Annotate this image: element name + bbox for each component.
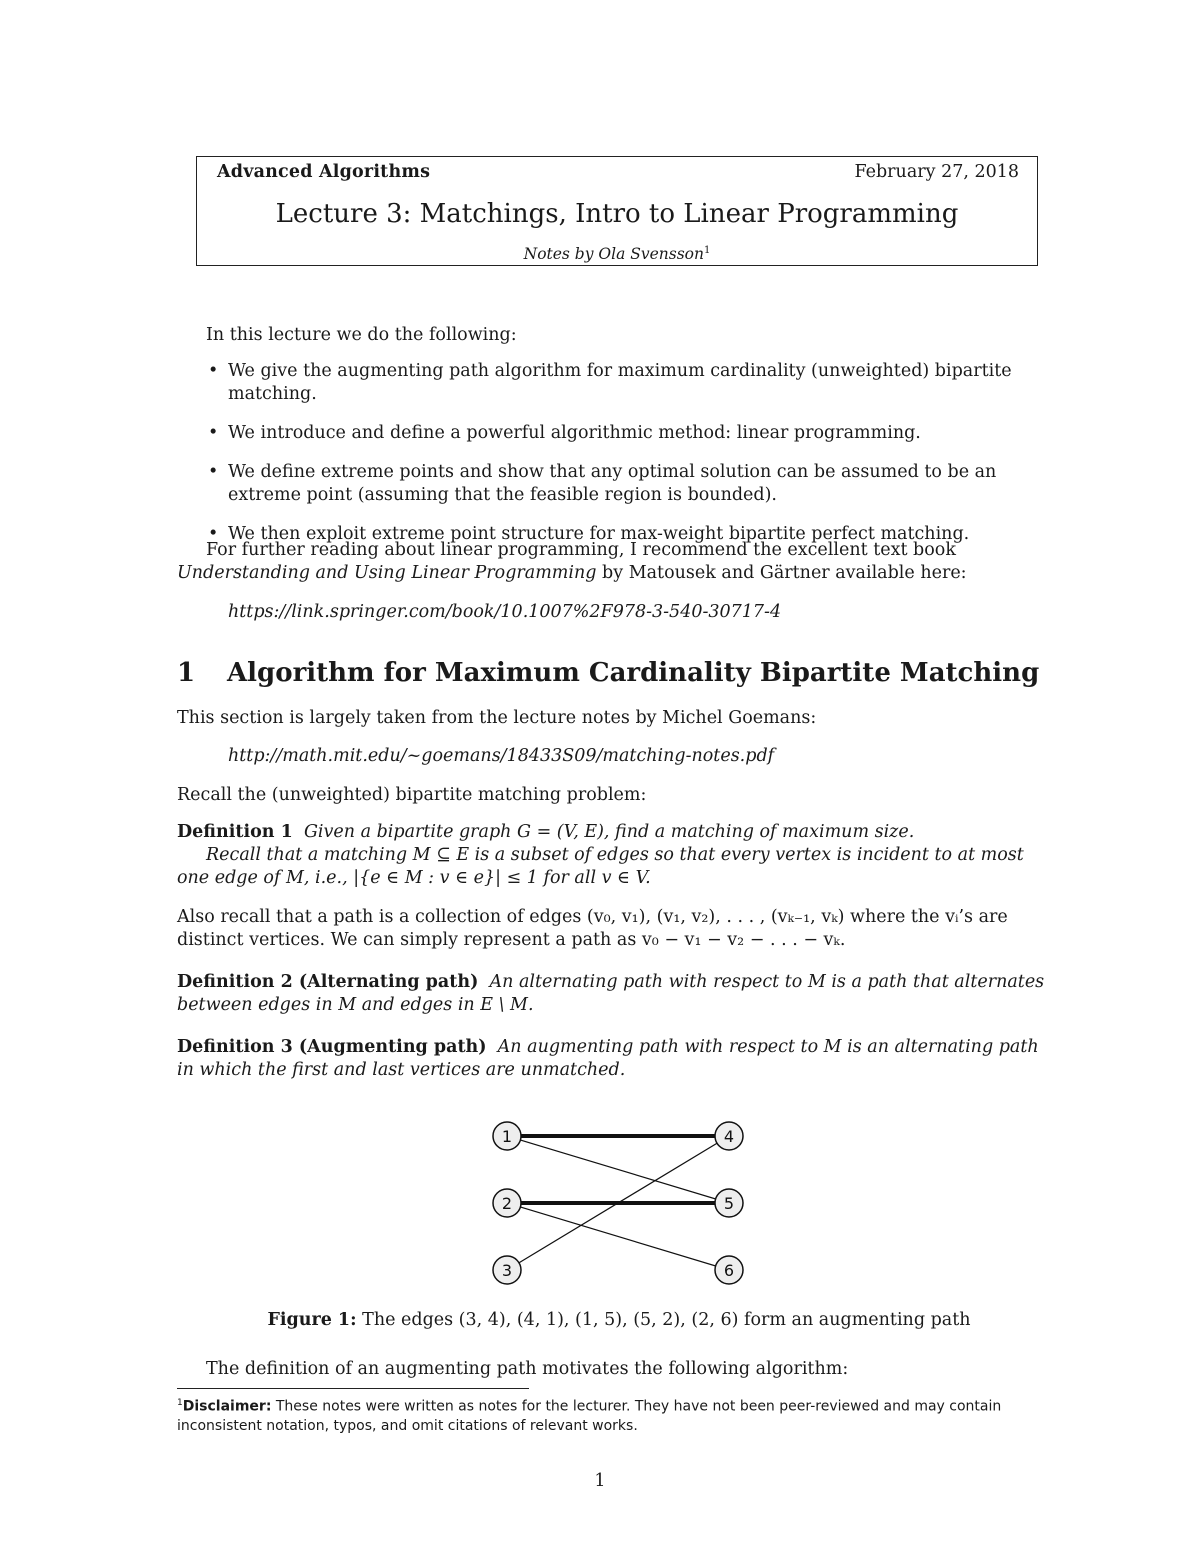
unmatched-edge-1-5: [507, 1136, 729, 1203]
path-paragraph: Also recall that a path is a collection of edges (v₀, v₁), (v₁, v₂), . . . , (vₖ₋₁, vₖ) where the vᵢ’s are distinct vertices. We can simply represent a path as v₀ − v₁ − v₂ − . . . − vₖ.: [177, 907, 1008, 950]
reading-text-b: by Matousek and Gärtner available here:: [596, 563, 967, 583]
lecture-header-box: [196, 156, 1038, 266]
definition-3-text: An augmenting path with respect to M is an alternating path in which the first and last vertices are unmatched.: [177, 1037, 1039, 1080]
graph-node-6: [715, 1256, 743, 1284]
author-text: Notes by Ola Svensson: [523, 245, 704, 264]
figure-caption-text: The edges (3, 4), (4, 1), (1, 5), (5, 2), (2, 6) form an augmenting path: [362, 1310, 971, 1330]
definition-2: [177, 971, 1061, 1017]
page-number: 1: [594, 1471, 606, 1491]
section-title: Algorithm for Maximum Cardinality Bipartite Matching: [227, 658, 1040, 688]
figure-caption: [177, 1309, 1061, 1332]
graph-node-1: [493, 1122, 521, 1150]
reading-link[interactable]: https://link.springer.com/book/10.1007%2F978-3-540-30717-4: [228, 602, 782, 622]
footnote-marker: 1: [704, 245, 711, 256]
intro-lead: In this lecture we do the following:: [206, 325, 517, 345]
source-link[interactable]: http://math.mit.edu/~goemans/18433S09/matching-notes.pdf: [228, 746, 775, 766]
bipartite-graph-figure: [470, 1112, 760, 1292]
footnote-label: Disclaimer:: [182, 1398, 272, 1415]
lecture-date: February 27, 2018: [854, 162, 1019, 182]
figure-caption-label: Figure 1:: [267, 1310, 357, 1330]
node-label: 5: [723, 1194, 735, 1213]
intro-bullet-list: [206, 360, 1061, 562]
node-label: 4: [723, 1127, 735, 1146]
definition-1-recall: Recall that a matching M ⊆ E is a subset of edges so that every vertex is incident to at most one edge of M, i.e., |{e ∈ M : v ∈ e}| ≤ 1 for all v ∈ V.: [177, 845, 1024, 888]
graph-node-2: [493, 1189, 521, 1217]
definition-3: [177, 1036, 1061, 1082]
section-number: 1: [177, 658, 196, 688]
bullet-item: • We give the augmenting path algorithm for maximum cardinality (unweighted) bipartite matching.: [206, 360, 1061, 406]
graph-node-5: [715, 1189, 743, 1217]
definition-3-label: Definition 3 (Augmenting path): [177, 1037, 487, 1057]
definition-1: [177, 821, 1061, 844]
node-label: 2: [501, 1194, 513, 1213]
book-title: Understanding and Using Linear Programming: [177, 563, 597, 583]
recall-text: Recall the (unweighted) bipartite matching problem:: [177, 785, 647, 805]
definition-2-text: An alternating path with respect to M is a path that alternates between edges in M and edges in E \ M.: [177, 972, 1045, 1015]
definition-1-label: Definition 1: [177, 822, 293, 842]
unmatched-edge-2-6: [507, 1203, 729, 1270]
bullet-item: • We introduce and define a powerful algorithmic method: linear programming.: [206, 422, 1061, 445]
node-label: 3: [501, 1261, 513, 1280]
footnote-mark: 1: [177, 1398, 183, 1408]
source-text: This section is largely taken from the lecture notes by Michel Goemans:: [177, 708, 817, 728]
author-line: [197, 239, 1037, 266]
lecture-title: Lecture 3: Matchings, Intro to Linear Programming: [275, 199, 959, 229]
further-reading-paragraph: [177, 539, 1061, 585]
node-label: 1: [501, 1127, 513, 1146]
course-name: Advanced Algorithms: [217, 162, 431, 182]
bullet-item: • We then exploit extreme point structure for max-weight bipartite perfect matching.: [206, 523, 1061, 546]
definition-1-text: Given a bipartite graph G = (V, E), find a matching of maximum size.: [303, 822, 915, 842]
footnote-text: These notes were written as notes for the lecturer. They have not been peer-reviewed and may contain inconsistent notation, typos, and omit citations of relevant works.: [177, 1398, 1002, 1434]
footnote-rule: [177, 1388, 529, 1389]
bullet-item: • We define extreme points and show that any optimal solution can be assumed to be an extreme point (assuming that the feasible region is bounded).: [206, 461, 1061, 507]
reading-text-a: For further reading about linear programming, I recommend the excellent text book: [206, 540, 956, 560]
graph-node-4: [715, 1122, 743, 1150]
closing-text: The definition of an augmenting path motivates the following algorithm:: [206, 1359, 849, 1379]
definition-2-label: Definition 2 (Alternating path): [177, 972, 479, 992]
node-label: 6: [723, 1261, 735, 1280]
footnote: [177, 1394, 1061, 1436]
graph-node-3: [493, 1256, 521, 1284]
